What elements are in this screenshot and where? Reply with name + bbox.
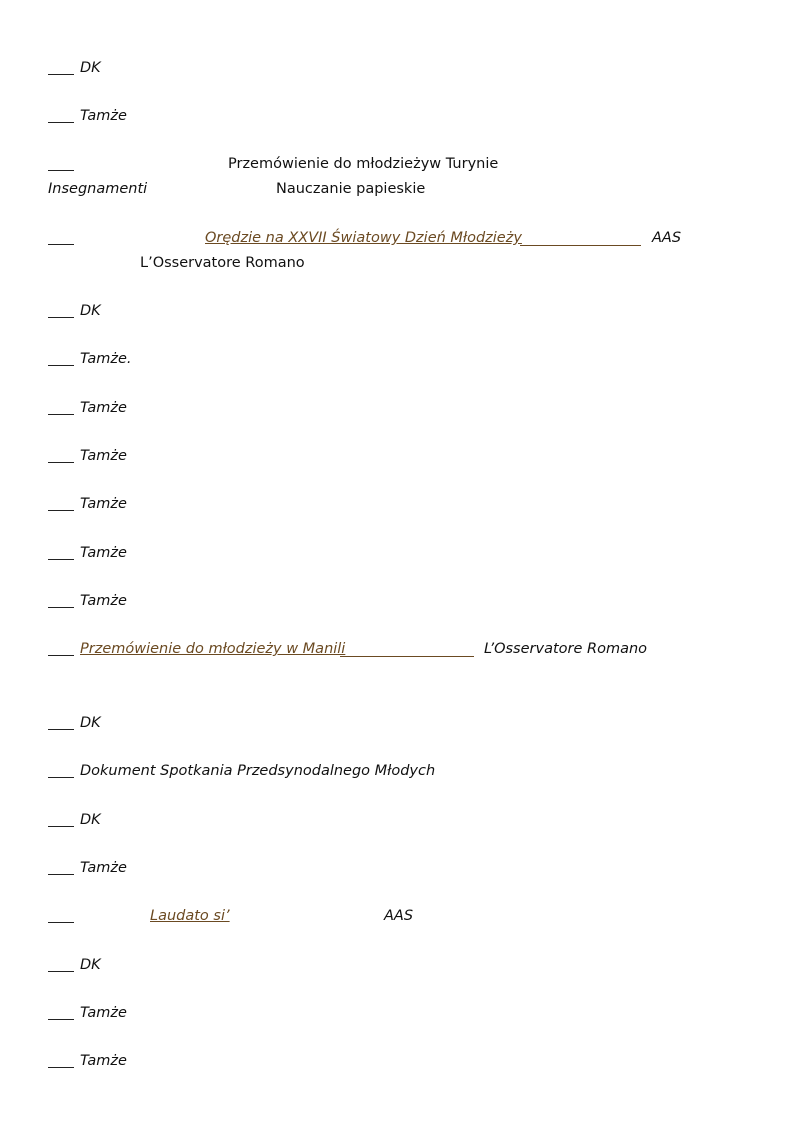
footnote-text: Tamże [80, 448, 127, 464]
footnote-line [48, 59, 101, 77]
footnote-link[interactable]: Laudato si’ [150, 908, 230, 924]
footnote-marker [48, 655, 74, 656]
footnote-text: Tamże. [80, 351, 132, 367]
footnote-text: DK [80, 715, 101, 731]
footnote-line [48, 1052, 127, 1070]
footnote-marker [48, 559, 74, 560]
footnote-marker [48, 874, 74, 875]
footnote-text: AAS [384, 908, 414, 924]
footnote-text: Tamże [80, 1053, 127, 1069]
footnote-marker [48, 122, 74, 123]
footnote-line [48, 399, 127, 417]
footnote-text: Nauczanie papieskie [276, 181, 426, 197]
footnote-text: AAS [652, 230, 682, 246]
footnote-line [48, 907, 80, 925]
footnote-marker [48, 365, 74, 366]
footnote-text: Tamże [80, 593, 127, 609]
footnote-marker [48, 244, 74, 245]
footnote-marker [48, 317, 74, 318]
footnote-line [48, 956, 101, 974]
footnote-line [48, 302, 101, 320]
footnote-text: Tamże [80, 860, 127, 876]
footnote-marker [48, 826, 74, 827]
footnote-marker [48, 170, 74, 171]
footnote-text: Insegnamenti [48, 181, 148, 197]
footnote-line [48, 495, 127, 513]
footnote-text: Tamże [80, 496, 127, 512]
footnote-marker [48, 971, 74, 972]
footnote-line [48, 762, 435, 780]
footnote-text: DK [80, 957, 101, 973]
footnote-text: Tamże [80, 545, 127, 561]
footnote-text: DK [80, 60, 101, 76]
footnote-marker [48, 922, 74, 923]
footnote-line [48, 350, 132, 368]
footnote-text: DK [80, 812, 101, 828]
footnote-text: L’Osservatore Romano [484, 641, 648, 657]
footnote-link[interactable]: Orędzie na XXVII Światowy Dzień Młodzieży [205, 230, 522, 246]
footnote-marker [48, 729, 74, 730]
footnote-line [48, 155, 80, 173]
footnote-text: L’Osservatore Romano [140, 255, 305, 271]
footnote-marker [48, 1019, 74, 1020]
footnote-text: Tamże [80, 1005, 127, 1021]
footnote-line [48, 592, 127, 610]
footnote-text: Dokument Spotkania Przedsynodalnego Młodych [80, 763, 436, 779]
link-underline [340, 656, 474, 657]
footnote-marker [48, 414, 74, 415]
footnote-line [48, 859, 127, 877]
footnote-marker [48, 777, 74, 778]
footnote-text: DK [80, 303, 101, 319]
footnote-line [48, 811, 101, 829]
footnote-marker [48, 607, 74, 608]
footnote-marker [48, 74, 74, 75]
footnote-line [48, 229, 80, 247]
footnote-line [48, 640, 345, 658]
footnote-line [48, 107, 127, 125]
footnote-line [48, 714, 101, 732]
footnote-text: Tamże [80, 400, 127, 416]
link-underline [520, 245, 641, 246]
footnote-line [48, 447, 127, 465]
footnote-line [48, 544, 127, 562]
footnote-line [48, 1004, 127, 1022]
footnote-marker [48, 510, 74, 511]
footnote-link[interactable]: Przemówienie do młodzieży w Manili [80, 641, 346, 657]
footnote-text: Przemówienie do młodzieżyw Turynie [228, 156, 499, 172]
footnote-text: Tamże [80, 108, 127, 124]
footnote-marker [48, 1067, 74, 1068]
footnote-marker [48, 462, 74, 463]
